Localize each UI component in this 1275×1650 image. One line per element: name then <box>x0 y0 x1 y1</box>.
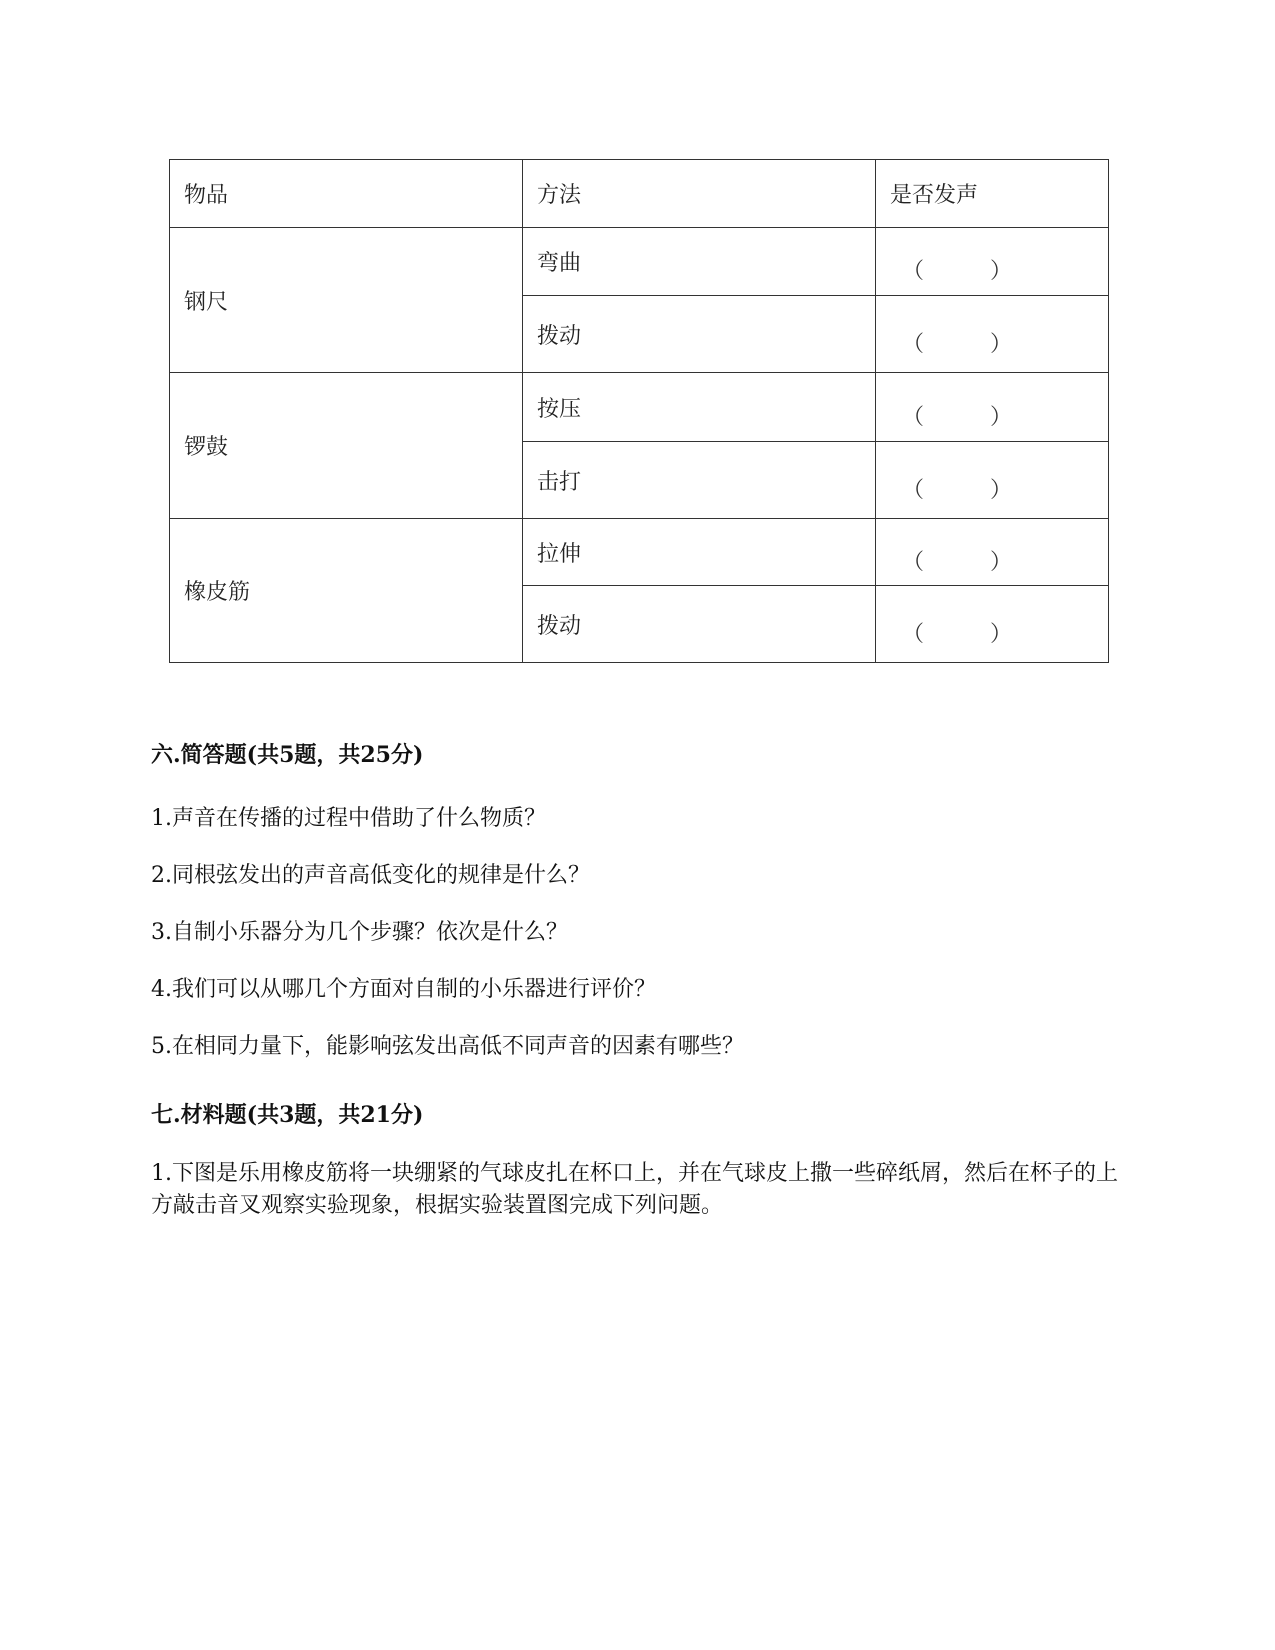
answer-blank[interactable] <box>876 296 1109 373</box>
header-sounds: 是否发声 <box>876 160 1109 228</box>
section7-title: 七.材料题(共3题，共21分) <box>151 1102 424 1128</box>
question-3: 3.自制小乐器分为几个步骤？依次是什么？ <box>151 920 568 945</box>
close-paren: ） <box>990 404 1013 430</box>
open-paren: （ <box>902 477 925 503</box>
table-header-row <box>170 160 1109 228</box>
table-row <box>170 519 1109 586</box>
header-method: 方法 <box>523 160 876 228</box>
method-cell: 按压 <box>523 373 876 442</box>
question-5: 5.在相同力量下，能影响弦发出高低不同声音的因素有哪些？ <box>151 1034 744 1059</box>
material-question-1: 1.下图是乐用橡皮筋将一块绷紧的气球皮扎在杯口上，并在气球皮上撒一些碎纸屑，然后在杯子的上方敲击音叉观察实验现象，根据实验装置图完成下列问题。 <box>151 1161 1118 1218</box>
open-paren: （ <box>902 404 925 430</box>
close-paren: ） <box>990 621 1013 647</box>
answer-blank[interactable] <box>876 519 1109 586</box>
answer-blank[interactable] <box>876 373 1109 442</box>
question-1: 1.声音在传播的过程中借助了什么物质？ <box>151 806 546 831</box>
item-cell: 锣鼓 <box>170 373 523 519</box>
answer-blank[interactable] <box>876 228 1109 296</box>
close-paren: ） <box>990 477 1013 503</box>
answer-blank[interactable] <box>876 442 1109 519</box>
close-paren: ） <box>990 259 1013 284</box>
close-paren: ） <box>990 549 1013 575</box>
method-cell: 击打 <box>523 442 876 519</box>
open-paren: （ <box>902 621 925 647</box>
open-paren: （ <box>902 259 925 284</box>
close-paren: ） <box>990 331 1013 357</box>
header-item: 物品 <box>170 160 523 228</box>
method-cell: 拨动 <box>523 586 876 663</box>
answer-blank[interactable] <box>876 586 1109 663</box>
method-cell: 拉伸 <box>523 519 876 586</box>
item-cell: 钢尺 <box>170 228 523 373</box>
item-cell: 橡皮筋 <box>170 519 523 663</box>
question-4: 4.我们可以从哪几个方面对自制的小乐器进行评价？ <box>151 977 656 1002</box>
sound-experiment-table <box>169 159 1109 663</box>
question-2: 2.同根弦发出的声音高低变化的规律是什么？ <box>151 863 590 888</box>
section6-title: 六.简答题(共5题，共25分) <box>151 742 424 768</box>
method-cell: 拨动 <box>523 296 876 373</box>
table-row <box>170 373 1109 442</box>
open-paren: （ <box>902 549 925 575</box>
table-row <box>170 228 1109 296</box>
open-paren: （ <box>902 331 925 357</box>
method-cell: 弯曲 <box>523 228 876 296</box>
